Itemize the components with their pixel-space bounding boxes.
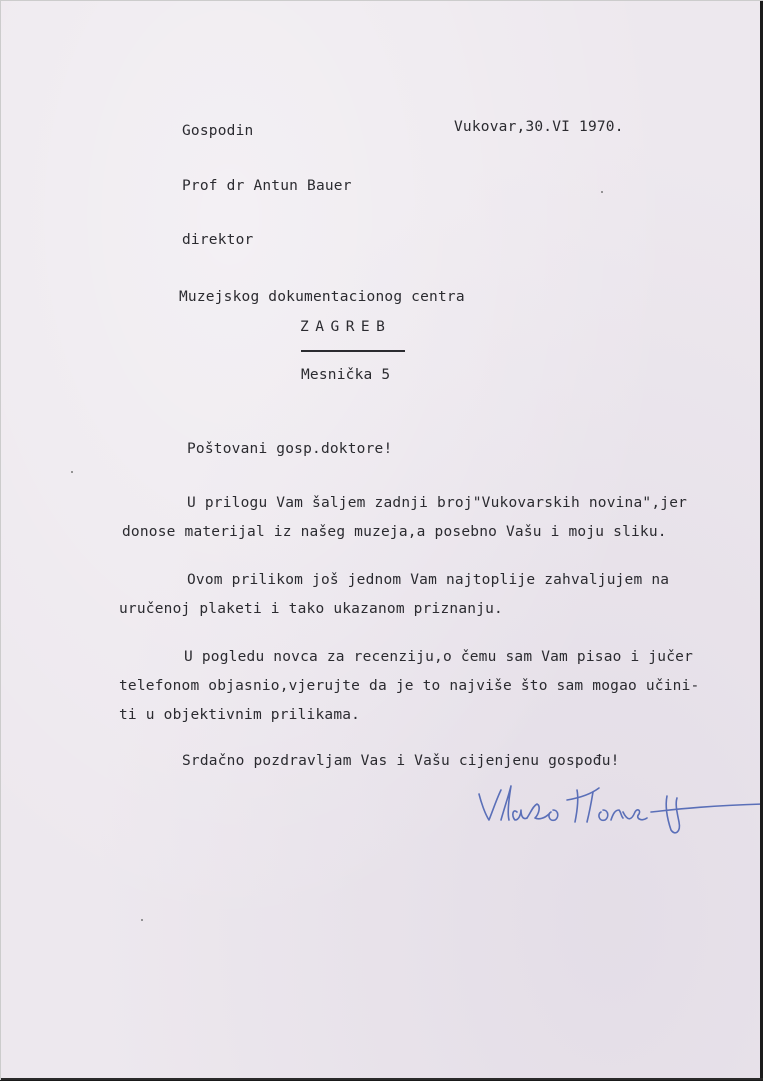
paragraph-2-line-1: Ovom prilikom još jednom Vam najtoplije zahvaljujem na: [187, 572, 670, 588]
paragraph-3-line-2: telefonom objasnio,vjerujte da je to najviše što sam mogao učini-: [119, 678, 700, 694]
paragraph-1-line-2: donose materijal iz našeg muzeja,a posebno Vašu i moju sliku.: [122, 524, 667, 540]
paper-speck: [141, 919, 143, 921]
paragraph-3-line-3: ti u objektivnim prilikama.: [119, 707, 361, 723]
paragraph-2-line-2: uručenoj plaketi i tako ukazanom priznanju.: [119, 601, 503, 617]
recipient-label: Gospodin: [182, 123, 254, 139]
paragraph-1: [122, 489, 747, 547]
recipient-street: Mesnička 5: [301, 367, 391, 383]
recipient-title: direktor: [182, 232, 254, 248]
recipient-institution: Muzejskog dokumentacionog centra: [179, 289, 465, 305]
handwritten-signature: [471, 776, 763, 846]
signature-name: Vlasto Horvat: [471, 845, 482, 846]
paper-speck: [71, 471, 73, 473]
paragraph-3-line-1: U pogledu novca za recenziju,o čemu sam Vam pisao i jučer: [184, 649, 693, 665]
letter-date: Vukovar,30.VI 1970.: [454, 119, 624, 135]
paragraph-3: [119, 643, 744, 730]
paragraph-1-line-1: U prilogu Vam šaljem zadnji broj"Vukovarskih novina",jer: [187, 495, 688, 511]
recipient-name: Prof dr Antun Bauer: [182, 178, 352, 194]
closing-line: Srdačno pozdravljam Vas i Vašu cijenjenu gospođu!: [182, 753, 620, 769]
paper-speck: [601, 191, 603, 193]
recipient-city: ZAGREB: [300, 319, 392, 335]
paragraph-2: [119, 566, 747, 624]
salutation: Poštovani gosp.doktore!: [187, 441, 393, 457]
city-underline: [301, 350, 405, 352]
